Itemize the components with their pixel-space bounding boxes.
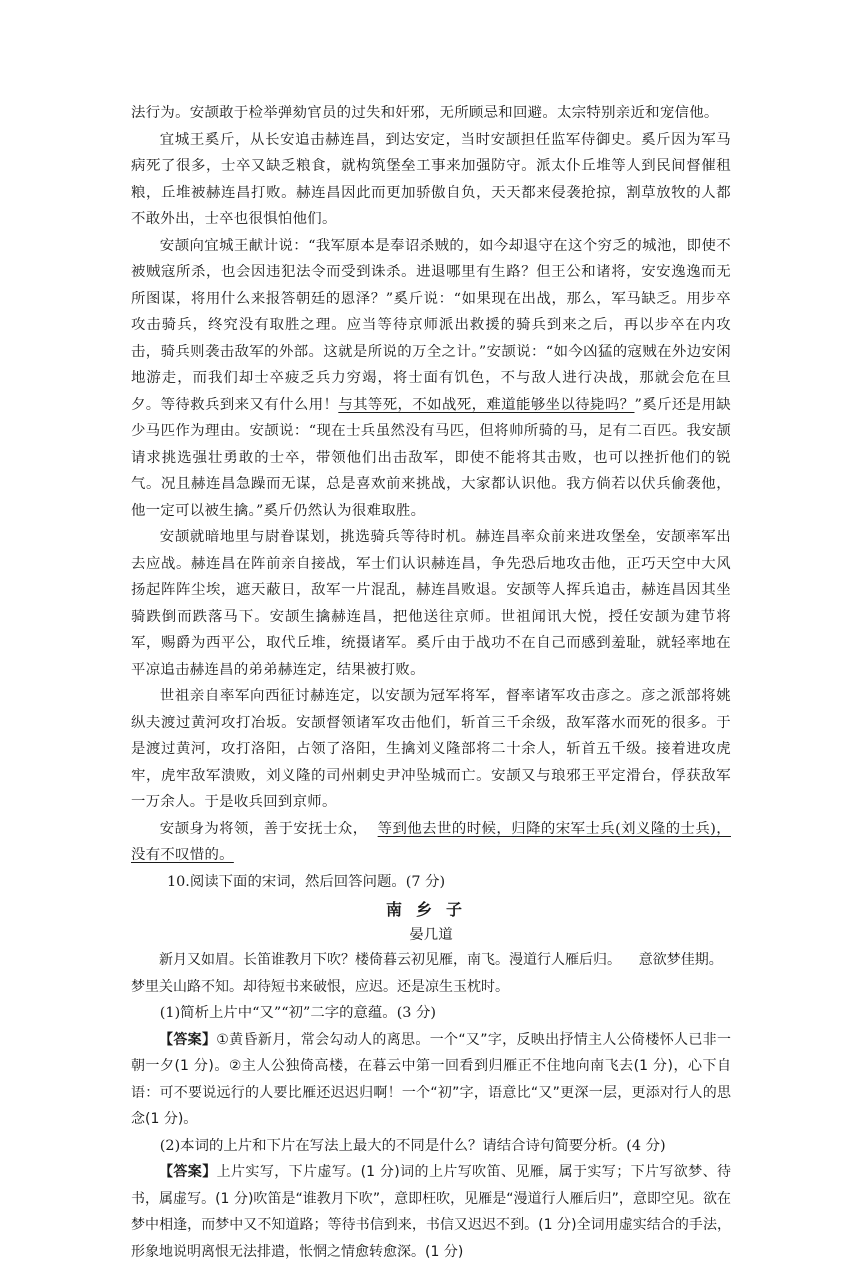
paragraph-text: 安颉就暗地里与尉眷谋划，挑选骑兵等待时机。赫连昌率众前来进攻堡垒，安颉率军出去应战。赫连昌在阵前亲自接战，军士们认识赫连昌，争先恐后地攻击他，正巧天空中大风扬起阵阵尘埃，遮天蔽日，敌军一片混乱，赫连昌败退。安颉等人挥兵追击，赫连昌因其坐骑跌倒而跌落马下。安颉生擒赫连昌，把他送往京师。世祖闻讯大悦，授任安颉为建节将军，赐爵为西平公，取代丘堆，统摄诸军。奚斤由于战功不在自己而感到羞耻，就轻率地在平凉追击赫连昌的弟弟赫连定，结果被打败。 [131,529,731,678]
passage-paragraph [131,127,731,233]
question-title: 10.阅读下面的宋词，然后回答问题。(7 分) [167,873,446,890]
poem-body: 新月又如眉。长笛谁教月下吹？楼倚暮云初见雁，南飞。漫道行人雁后归。 意欲梦佳期。梦里关山路不知。却待短书来破恨，应迟。还是凉生玉枕时。 [131,952,723,995]
sub-question-2: (2)本词的上片和下片在写法上最大的不同是什么？请结合诗句简要分析。(4 分) [159,1137,666,1154]
paragraph-text: 宜城王奚斤，从长安追击赫连昌，到达安定，当时安颉担任监军侍御史。奚斤因为军马病死了很多，士卒又缺乏粮食，就构筑堡垒工事来加强防守。派太仆丘堆等人到民间督催租粮，丘堆被赫连昌打败。赫连昌因此而更加骄傲自负，天天都来侵袭抢掠，割草放牧的人都不敢外出，士卒也很惧怕他们。 [131,131,731,227]
document-body [131,100,731,1265]
answer-text: 上片实写，下片虚写。(1 分)词的上片写吹笛、见雁，属于实写；下片写欲梦、待书，属虚写。(1 分)吹笛是“谁教月下吹”，意即枉吹，见雁是“漫道行人雁后归”，意即空见。欲在梦中相逢，而梦中又不知道路；等待书信到来，书信又迟迟不到。(1 分)全词用虚实结合的手法，形象地说明离恨无法排遣，怅惘之情愈转愈深。(1 分) [131,1164,732,1260]
answer-label: 【答案】 [159,1164,217,1180]
answer-2 [131,1159,731,1265]
passage-paragraph [131,100,731,127]
answer-text: ①黄昏新月，常会勾动人的离思。一个“又”字，反映出抒情主人公倚楼怀人已非一朝一夕(1 分)。②主人公独倚高楼，在暮云中第一回看到归雁正不住地向南飞去(1 分)，心下自语：可不要说远行的人要比雁还迟迟归啊！一个“初”字，语意比“又”更深一层，更添对行人的思念(1 分)。 [131,1031,731,1127]
poem-title: 南乡子 [385,900,476,919]
paragraph-text: 世祖亲自率军向西征讨赫连定，以安颉为冠军将军，督率诸军攻击彦之。彦之派部将姚纵夫渡过黄河攻打冶坂。安颉督领诸军攻击他们，斩首三千余级，敌军落水而死的很多。于是渡过黄河，攻打洛阳，占领了洛阳，生擒刘义隆部将二十余人，斩首五千级。接着进攻虎牢，虎牢敌军溃败，刘义隆的司州刺史尹冲坠城而亡。安颉又与琅邪王平定滑台，俘获敌军一万余人。于是收兵回到京师。 [131,688,731,810]
paragraph-text: ”奚斤还是用缺少马匹作为理由。安颉说：“现在士兵虽然没有马匹，但将帅所骑的马，足有二百匹。我安颉请求挑选强壮勇敢的士卒，带领他们出击敌军，即使不能将其击败，也可以挫折他们的锐气。况且赫连昌急躁而无谋，总是喜欢前来挑战，大家都认识他。我方倘若以伏兵偷袭他，他一定可以被生擒。”奚斤仍然认为很难取胜。 [131,396,731,519]
underlined-sentence: 等到他去世的时候，归降的宋军士兵(刘义隆的士兵)，没有不叹惜的。 [131,820,731,863]
paragraph-text: 法行为。安颉敢于检举弹劾官员的过失和奸邪，无所顾忌和回避。太宗特别亲近和宠信他。 [131,105,719,121]
paragraph-text: 安颉向宜城王献计说：“我军原本是奉诏杀贼的，如今却退守在这个穷乏的城池，即使不被贼寇所杀，也会因违犯法令而受到诛杀。进退哪里有生路？但王公和诸将，安安逸逸而无所图谋，将用什么来报答朝廷的恩泽？”奚斤说：“如果现在出战，那么，军马缺乏。用步卒攻击骑兵，终究没有取胜之理。应当等待京师派出救援的骑兵到来之后，再以步卒在内攻击，骑兵则袭击敌军的外部。这就是所说的万全之计。”安颉说：“如今凶猛的寇贼在外边安闲地游走，而我们却士卒疲乏兵力穷竭，将士面有饥色，不与敌人进行决战，那就会危在旦夕。等待救兵到来又有什么用！ [131,237,731,413]
answer-label: 【答案】 [159,1031,217,1048]
paragraph-text: 安颉身为将领，善于安抚士众， [159,820,378,837]
poem-text [131,947,731,1000]
passage-paragraph [131,816,731,869]
answer-1 [131,1027,731,1133]
passage-paragraph [131,683,731,816]
passage-paragraph [131,233,731,525]
sub-question-1: (1)简析上片中“又”“初”二字的意蕴。(3 分) [159,1005,437,1021]
underlined-sentence: 与其等死，不如战死，难道能够坐以待毙吗？ [338,396,635,413]
poem-author: 晏几道 [409,927,453,943]
passage-paragraph [131,524,731,683]
